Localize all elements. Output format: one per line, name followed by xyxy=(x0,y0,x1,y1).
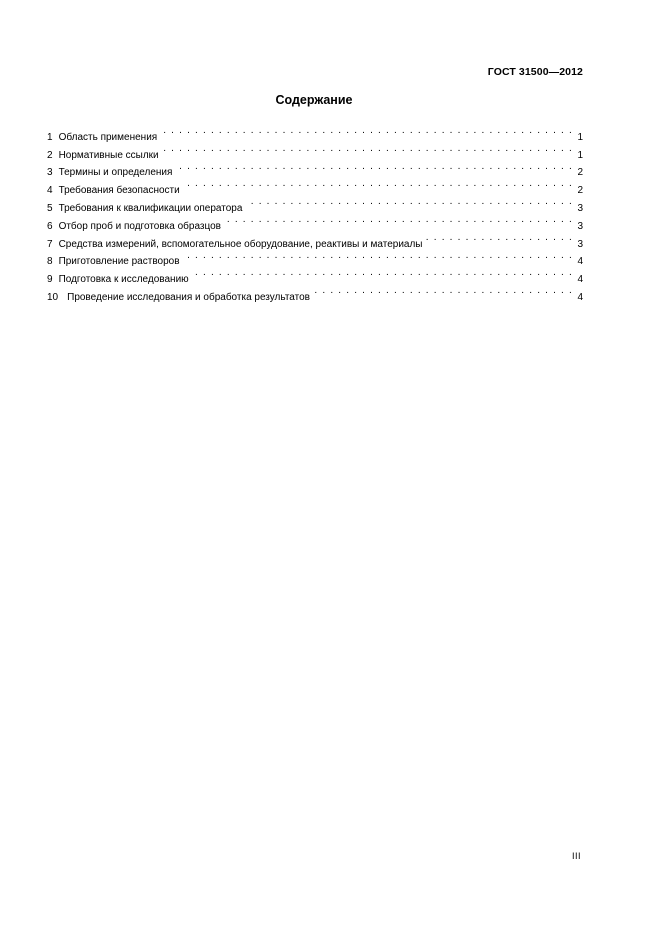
toc-item-title: Требования безопасности xyxy=(58,185,180,197)
toc-item-number: 5 xyxy=(47,202,53,214)
toc-item-page: 2 xyxy=(577,185,583,197)
toc-item-number: 4 xyxy=(47,185,53,197)
document-code: ГОСТ 31500—2012 xyxy=(487,66,583,78)
toc-leader-dots xyxy=(176,158,573,176)
toc-item[interactable] xyxy=(47,122,583,143)
toc-item-number: 8 xyxy=(47,256,53,268)
toc-leader-dots xyxy=(314,282,573,300)
toc-item-title: Проведение исследования и обработка результатов xyxy=(67,291,310,303)
toc-item-title: Отбор проб и подготовка образцов xyxy=(58,220,221,232)
toc-item-title: Термины и определения xyxy=(58,167,173,179)
toc-item-number: 9 xyxy=(47,274,53,286)
toc-item-page: 3 xyxy=(577,238,583,250)
toc-item-number: 1 xyxy=(47,131,53,143)
toc-item-title: Нормативные ссылки xyxy=(58,149,159,161)
toc-item-number: 6 xyxy=(47,220,53,232)
toc-leader-dots xyxy=(184,247,573,265)
toc-item-title: Подготовка к исследованию xyxy=(58,274,189,286)
table-of-contents xyxy=(47,122,583,303)
toc-item-title: Средства измерений, вспомогательное оборудование, реактивы и материалы xyxy=(58,238,423,250)
toc-leader-dots xyxy=(193,264,573,282)
toc-item-page: 2 xyxy=(577,167,583,179)
toc-item-page: 1 xyxy=(577,131,583,143)
toc-leader-dots xyxy=(426,229,573,247)
toc-leader-dots xyxy=(225,211,573,229)
toc-leader-dots xyxy=(161,122,573,140)
toc-item-page: 3 xyxy=(577,202,583,214)
toc-item-number: 2 xyxy=(47,149,53,161)
toc-item-page: 1 xyxy=(577,149,583,161)
toc-item-title: Приготовление растворов xyxy=(58,256,180,268)
toc-item-number: 3 xyxy=(47,167,53,179)
toc-item-title: Требования к квалификации оператора xyxy=(58,202,243,214)
toc-item-page: 4 xyxy=(577,291,583,303)
toc-item-page: 3 xyxy=(577,220,583,232)
toc-item-page: 4 xyxy=(577,256,583,268)
toc-leader-dots xyxy=(184,175,573,193)
page-number: III xyxy=(571,851,581,861)
toc-item-title: Область применения xyxy=(58,131,158,143)
toc-item-number: 7 xyxy=(47,238,53,250)
toc-item-page: 4 xyxy=(577,274,583,286)
toc-leader-dots xyxy=(246,193,573,211)
toc-leader-dots xyxy=(163,140,573,158)
toc-item-number: 10 xyxy=(47,291,59,303)
toc-title: Содержание xyxy=(275,93,353,107)
